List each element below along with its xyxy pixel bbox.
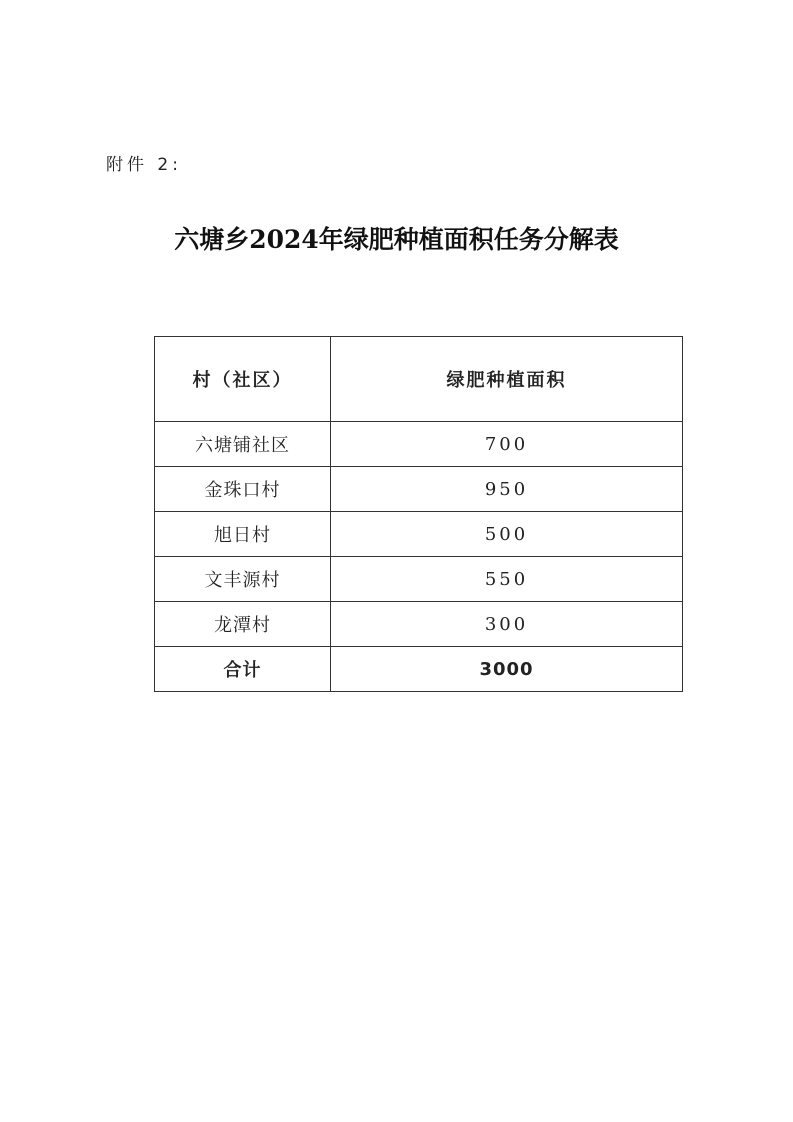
area-cell: 550 (331, 557, 683, 602)
total-label-cell: 合计 (155, 647, 331, 692)
area-cell: 950 (331, 467, 683, 512)
total-area-cell: 3000 (331, 647, 683, 692)
village-cell: 旭日村 (155, 512, 331, 557)
table-row (155, 467, 683, 512)
area-cell: 300 (331, 602, 683, 647)
total-row (155, 647, 683, 692)
table-row (155, 512, 683, 557)
area-cell: 500 (331, 512, 683, 557)
village-cell: 文丰源村 (155, 557, 331, 602)
task-breakdown-table (154, 336, 683, 692)
table-row (155, 557, 683, 602)
table-row (155, 422, 683, 467)
column-header-area: 绿肥种植面积 (331, 337, 683, 422)
attachment-label: 附件 2: (106, 155, 182, 175)
column-header-village: 村（社区） (155, 337, 331, 422)
document-title: 六塘乡2024年绿肥种植面积任务分解表 (174, 225, 619, 254)
table-row (155, 602, 683, 647)
village-cell: 金珠口村 (155, 467, 331, 512)
table-header-row (155, 337, 683, 422)
village-cell: 六塘铺社区 (155, 422, 331, 467)
area-cell: 700 (331, 422, 683, 467)
village-cell: 龙潭村 (155, 602, 331, 647)
